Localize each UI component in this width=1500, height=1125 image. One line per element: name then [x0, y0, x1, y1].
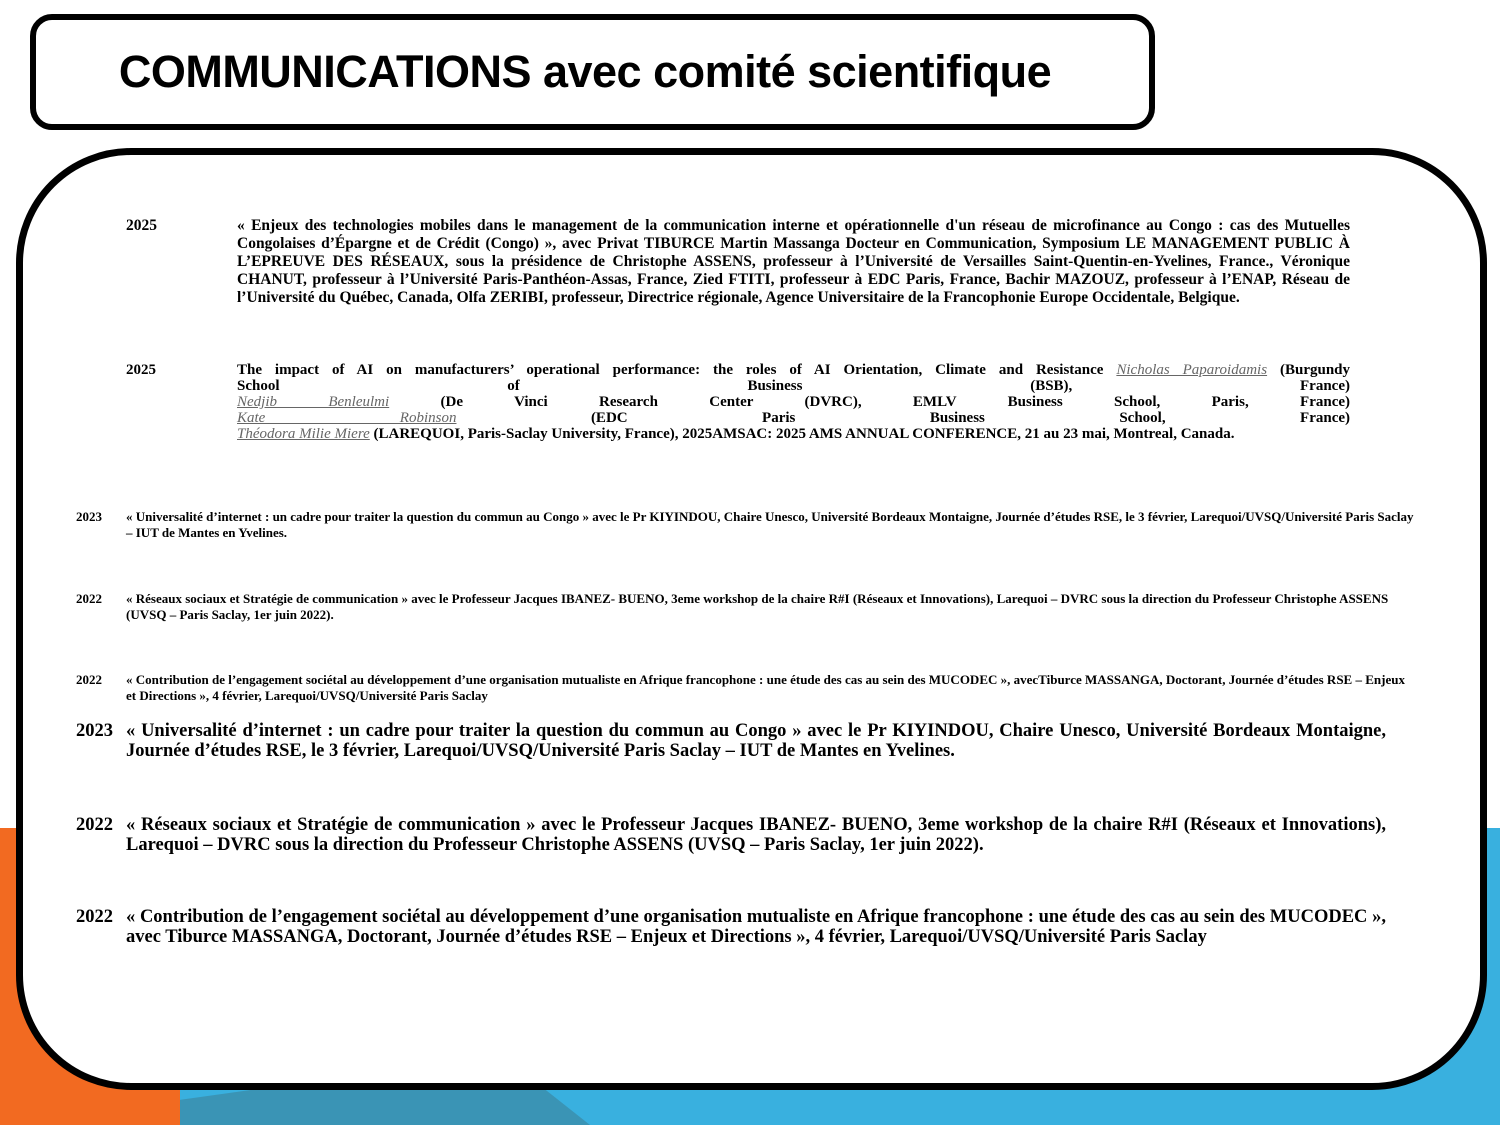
title-box — [30, 14, 1155, 130]
entry-text: « Réseaux sociaux et Stratégie de communication » avec le Professeur Jacques IBANEZ- BUENO, 3eme workshop de la chaire R#I (Réseaux et Innovations), Larequoi – DVRC sous la direction du Professeur Christophe ASSENS (UVSQ – Paris Saclay, 1er juin 2022). — [126, 591, 1389, 622]
entry-line: School of Business (BSB), France) — [237, 378, 1350, 394]
page-title: COMMUNICATIONS avec comité scientifique — [118, 46, 1052, 97]
entry-text: « Contribution de l’engagement sociétal au développement d’une organisation mutualiste en Afrique francophone : une étude des cas au sein des MUCODEC », avec Tiburce MASSANGA, Doctorant, Journée d’études RSE – Enjeux et Directions », 4 février, Larequoi/UVSQ/Université Paris Saclay — [126, 907, 1386, 947]
entry-title: The impact of AI on manufacturers’ operational performance: the roles of AI Orientation, Climate and Resistance — [237, 362, 1104, 378]
entry-year: 2025 — [126, 217, 157, 234]
entry-year: 2022 — [76, 591, 102, 606]
entry-text: « Universalité d’internet : un cadre pour traiter la question du commun au Congo » avec le Pr KIYINDOU, Chaire Unesco, Université Bordeaux Montaigne, Journée d’études RSE, le 3 février, Larequoi/UVSQ/Université Paris Saclay – IUT de Mantes en Yvelines. — [126, 509, 1414, 540]
entry-text: « Contribution de l’engagement sociétal au développement d’une organisation mutualiste en Afrique francophone : une étude des cas au sein des MUCODEC », avecTiburce MASSANGA, Doctorant, Journée d’études RSE – Enjeux et Directions », 4 février, Larequoi/UVSQ/Université Paris Saclay — [126, 672, 1405, 703]
author-link[interactable]: Théodora Milie Miere — [237, 426, 370, 442]
entry-line — [237, 426, 1350, 442]
author-affiliation: (De Vinci Research Center (DVRC), EMLV Business School, Paris, France) — [440, 394, 1351, 410]
entry-text: « Réseaux sociaux et Stratégie de communication » avec le Professeur Jacques IBANEZ- BUENO, 3eme workshop de la chaire R#I (Réseaux et Innovations), Larequoi – DVRC sous la direction du Professeur Christophe ASSENS (UVSQ – Paris Saclay, 1er juin 2022). — [126, 815, 1386, 855]
entry-text: « Enjeux des technologies mobiles dans le management de la communication interne et opérationnelle d'un réseau de microfinance au Congo : cas des Mutuelles Congolaises d’Épargne et de Crédit (Congo) », avec Privat TIBURCE Martin Massanga Docteur en Communication, Symposium LE MANAGEMENT PUBLIC À L’EPREUVE DES RÉSEAUX, sous la présidence de Christophe ASSENS, professeur à l’Université de Versailles Saint-Quentin-en-Yvelines, France., Véronique CHANUT, professeur à l’Université Paris-Panthéon-Assas, France, Zied FTITI, professeur à EDC Paris, France, Bachir MAZOUZ, professeur à l’ENAP, Réseau de l’Université du Québec, Canada, Olfa ZERIBI, professeur, Directrice régionale, Agence Universitaire de la Francophonie Europe Occidentale, Belgique. — [237, 217, 1350, 306]
author-link[interactable]: Nicholas Paparoidamis — [1116, 362, 1268, 378]
author-link[interactable]: Nedjib Benleulmi — [237, 394, 390, 410]
entry-year: 2022 — [76, 672, 102, 687]
entry-year: 2023 — [76, 721, 113, 741]
entry-year: 2022 — [76, 907, 113, 927]
entry-line — [237, 362, 1350, 378]
author-affiliation: (Burgundy — [1280, 362, 1351, 378]
entry-year: 2022 — [76, 815, 113, 835]
author-affiliation: (EDC Paris Business School, France) — [590, 410, 1351, 426]
entry-year: 2025 — [126, 362, 156, 378]
entry-line — [237, 410, 1350, 426]
entry-text — [237, 362, 1350, 442]
author-affiliation: (LAREQUOI, Paris-Saclay University, France), 2025AMSAC: 2025 AMS ANNUAL CONFERENCE, 21 au 23 mai, Montreal, Canada. — [373, 426, 1235, 442]
entry-year: 2023 — [76, 509, 102, 524]
author-link[interactable]: Kate Robinson — [237, 410, 457, 426]
entry-text: « Universalité d’internet : un cadre pour traiter la question du commun au Congo » avec le Pr KIYINDOU, Chaire Unesco, Université Bordeaux Montaigne, Journée d’études RSE, le 3 février, Larequoi/UVSQ/Université Paris Saclay – IUT de Mantes en Yvelines. — [126, 721, 1386, 761]
entry-line — [237, 394, 1350, 410]
